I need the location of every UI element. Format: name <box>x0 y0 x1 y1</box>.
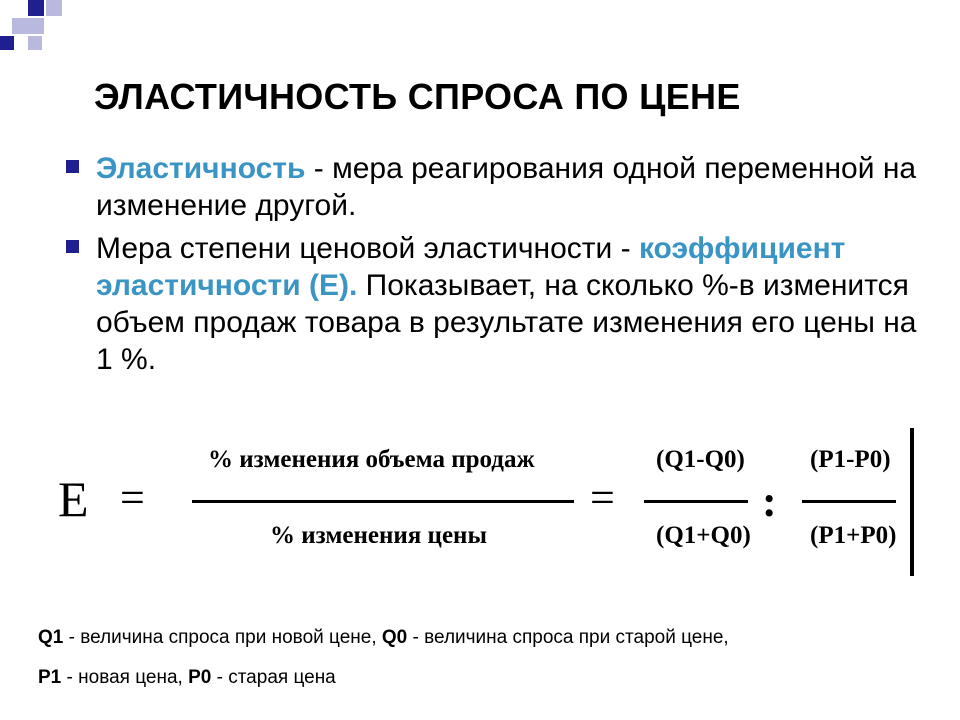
notes-line-p <box>38 658 729 698</box>
slide-title: ЭЛАСТИЧНОСТЬ СПРОСА ПО ЦЕНЕ <box>94 76 741 117</box>
note-q1-text: - величина спроса при новой цене, <box>63 627 382 648</box>
formula-equals-2: = <box>590 473 615 522</box>
formula-equals-1: = <box>120 473 145 522</box>
fraction2-denominator: (Q1+Q0) <box>656 522 751 549</box>
term-elasticity: Эластичность <box>96 152 306 185</box>
bullet-list <box>62 150 922 384</box>
note-p1-text: - новая цена, <box>61 667 189 688</box>
corner-decoration <box>0 0 80 60</box>
note-q0-symbol: Q0 <box>381 627 408 648</box>
fraction2-numerator: (Q1-Q0) <box>656 446 745 473</box>
bullet-text-after: Показывает, на сколько %-в изменится объем продаж товара в результате изменения его цены на 1 %. <box>96 269 917 376</box>
note-q0-text: - величина спроса при старой цене, <box>407 627 729 648</box>
term-coefficient: коэффициент эластичности (Е). <box>96 232 846 302</box>
square-bullet-icon <box>66 240 79 253</box>
formula-colon: : <box>762 477 777 526</box>
bullet-text: - мера реагирования одной переменной на изменение другой. <box>96 152 917 222</box>
note-q1-symbol: Q1 <box>38 627 64 648</box>
fraction3-denominator: (P1+P0) <box>810 522 897 549</box>
bullet-text-before: Мера степени ценовой эластичности - <box>96 232 639 265</box>
note-p1-symbol: P1 <box>38 667 62 688</box>
note-p0-text: - старая цена <box>211 667 336 688</box>
square-bullet-icon <box>66 160 79 173</box>
fraction2-line <box>644 500 748 503</box>
variable-notes <box>38 618 729 698</box>
fraction1-line <box>192 500 574 503</box>
fraction3-numerator: (P1-P0) <box>810 446 891 473</box>
fraction1-denominator: % изменения цены <box>270 522 487 549</box>
notes-line-q <box>38 618 729 658</box>
fraction3-line <box>802 500 896 503</box>
formula-right-bar <box>910 428 914 576</box>
bullet-item-coefficient <box>62 230 922 378</box>
note-p0-symbol: P0 <box>188 667 212 688</box>
fraction1-numerator: % изменения объема продаж <box>208 446 535 473</box>
formula-lhs: E <box>58 471 89 527</box>
elasticity-formula <box>58 440 928 580</box>
bullet-item-elasticity <box>62 150 922 224</box>
